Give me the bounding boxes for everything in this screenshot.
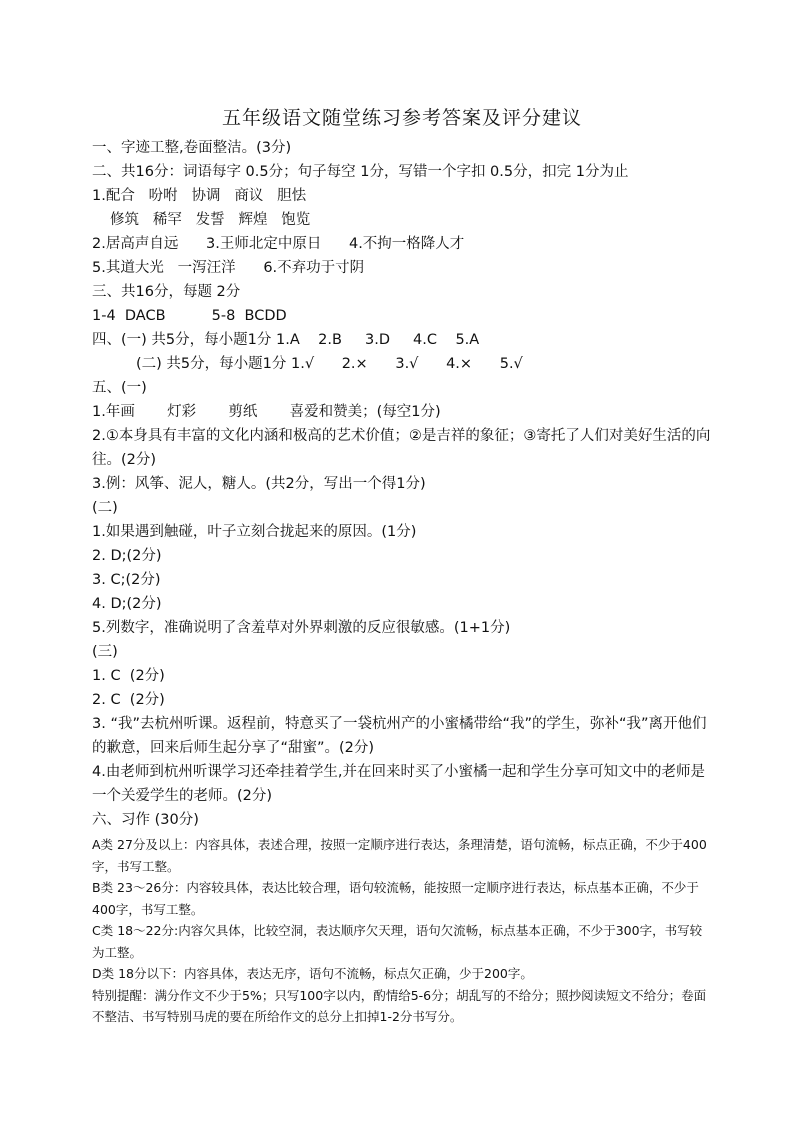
- section-5-part-2-header: (二): [92, 500, 118, 516]
- section-5-1-q3: 3.例：风筝、泥人，糖人。(共2分，写出一个得1分): [92, 476, 426, 492]
- grading-d: D类 18分以下：内容具体，表达无序，语句不流畅，标点欠正确，少于200字。: [92, 966, 533, 981]
- section-5-part-3-header: (三): [92, 644, 118, 660]
- section-5-3-q2: 2. C (2分): [92, 692, 165, 708]
- page-title: 五年级语文随堂练习参考答案及评分建议: [221, 107, 582, 129]
- grading-a: A类 27分及以上：内容具体，表述合理，按照一定顺序进行表达，条理清楚，语句流畅，标点正确，不少于400字，书写工整。: [92, 837, 707, 874]
- section-2-words-row-2: 修筑 稀罕 发誓 辉煌 饱览: [110, 212, 311, 228]
- section-6-header: 六、习作 (30分): [92, 812, 199, 828]
- section-3-answers: 1-4 DACB 5-8 BCDD: [92, 308, 287, 324]
- section-5-3-q4: 4.由老师到杭州听课学习还牵挂着学生,并在回来时买了小蜜橘一起和学生分享可知文中的老师是一个关爱学生的老师。(2分): [92, 764, 705, 804]
- section-5-header: 五、(一): [92, 380, 147, 396]
- section-5-3-q1: 1. C (2分): [92, 668, 165, 684]
- section-2-words-row-1: 1.配合 吩咐 协调 商议 胆怯: [92, 188, 307, 204]
- section-3-header: 三、共16分，每题 2分: [92, 284, 241, 300]
- section-5-1-q2: 2.①本身具有丰富的文化内涵和极高的艺术价值；②是吉祥的象征；③寄托了人们对美好生活的向往。(2分): [92, 428, 711, 468]
- answer-sheet: [92, 104, 712, 1028]
- section-5-2-q1: 1.如果遇到触碰，叶子立刻合拢起来的原因。(1分): [92, 524, 417, 540]
- section-5-1-q1: 1.年画 灯彩 剪纸 喜爱和赞美；(每空1分): [92, 404, 441, 420]
- grading-c: C类 18～22分:内容欠具体，比较空洞，表达顺序欠天理，语句欠流畅，标点基本正确，不少于300字，书写较为工整。: [92, 923, 703, 960]
- section-5-3-q3: 3. “我”去杭州听课。返程前，特意买了一袋杭州产的小蜜橘带给“我”的学生，弥补“我”离开他们的歉意，回来后师生起分享了“甜蜜”。(2分): [92, 716, 707, 756]
- section-5-2-q4: 4. D;(2分): [92, 596, 162, 612]
- section-2-sentences-row-2: 5.其道大光 一泻汪洋 6.不弃功于寸阴: [92, 260, 365, 276]
- section-2-sentences-row-1: 2.居高声自远 3.王师北定中原日 4.不拘一格降人才: [92, 236, 465, 252]
- section-1: 一、字迹工整,卷面整洁。(3分): [92, 140, 292, 156]
- grading-b: B类 23～26分：内容较具体，表达比较合理，语句较流畅，能按照一定顺序进行表达，标点基本正确，不少于400字，书写工整。: [92, 880, 699, 917]
- section-2-header: 二、共16分：词语每字 0.5分；句子每空 1分，写错一个字扣 0.5分，扣完 1分为止: [92, 164, 629, 180]
- section-4-part-1: 四、(一) 共5分，每小题1分 1.A 2.B 3.D 4.C 5.A: [92, 332, 480, 348]
- section-5-2-q2: 2. D;(2分): [92, 548, 162, 564]
- section-5-2-q5: 5.列数字，准确说明了含羞草对外界刺激的反应很敏感。(1+1分): [92, 620, 511, 636]
- section-5-2-q3: 3. C;(2分): [92, 572, 161, 588]
- special-note: 特别提醒：满分作文不少于5%；只写100字以内，酌情给5-6分；胡乱写的不给分；照抄阅读短文不给分；卷面不整洁、书写特别马虎的要在所给作文的总分上扣掉1-2分书写分。: [92, 987, 707, 1024]
- section-4-part-2: (二) 共5分，每小题1分 1.√ 2.× 3.√ 4.× 5.√: [136, 356, 523, 372]
